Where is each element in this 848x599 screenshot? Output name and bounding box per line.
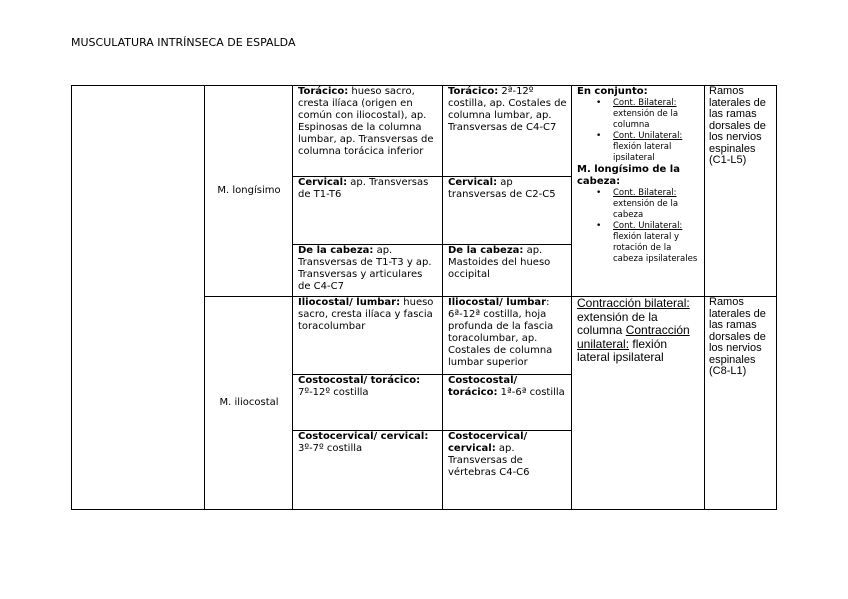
list-item	[613, 188, 700, 221]
function-list	[577, 188, 700, 265]
insertion-heading: Costocostal/ torácico:	[448, 375, 518, 398]
insertion-text: 1ª-6ª costilla	[497, 387, 565, 398]
list-item	[613, 221, 700, 265]
insertion-heading: Costocervical/ cervical:	[448, 431, 528, 454]
innervation-cell	[705, 297, 777, 510]
innervation-text: Ramos laterales de las ramas dorsales de los nervios espinales (C1-L5)	[709, 85, 766, 166]
function-text: extensión de la columna	[577, 309, 658, 337]
insertion-cell	[443, 431, 572, 510]
insertion-text: : 6ª-12ª costilla, hoja profunda de la fascia toracolumbar, ap. Costales de columna lumbar superior	[448, 297, 554, 368]
function-label: Contracción bilateral:	[577, 296, 690, 310]
muscle-name: M. longísimo	[217, 185, 281, 196]
origin-text: hueso sacro, cresta ilíaca (origen en común con iliocostal), ap. Espinosas de la columna lumbar, ap. Transversas de columna torácica inferior	[298, 86, 434, 157]
origin-cell	[293, 86, 443, 177]
origin-heading: Cervical:	[298, 177, 348, 188]
origin-heading: De la cabeza:	[298, 245, 374, 256]
insertion-cell	[443, 245, 572, 297]
origin-text: 3º-7º costilla	[298, 443, 363, 454]
origin-heading: Iliocostal/ lumbar:	[298, 297, 401, 308]
origin-text: hueso sacro, cresta ilíaca y fascia toracolumbar	[298, 297, 434, 332]
insertion-cell	[443, 297, 572, 375]
muscle-table	[71, 85, 777, 510]
function-text: flexión lateral ipsilateral	[613, 142, 672, 163]
origin-heading: Costocervical/ cervical:	[298, 431, 429, 442]
insertion-text: ap. Transversas de vértebras C4-C6	[448, 443, 530, 478]
muscle-name: M. iliocostal	[219, 397, 279, 408]
insertion-cell	[443, 375, 572, 431]
origin-cell	[293, 297, 443, 375]
insertion-cell	[443, 177, 572, 245]
origin-heading: Costocostal/ torácico:	[298, 375, 421, 386]
function-label: Cont. Bilateral:	[613, 188, 677, 198]
function-text: extensión de la columna	[613, 109, 679, 130]
list-item	[613, 98, 700, 131]
function-label: Contracción unilateral:	[577, 323, 690, 351]
function-label: Cont. Unilateral:	[613, 221, 683, 231]
innervation-cell	[705, 86, 777, 297]
origin-heading: Torácico:	[298, 86, 349, 97]
table-row	[72, 86, 777, 177]
function-label: Cont. Unilateral:	[613, 131, 683, 141]
function-heading: En conjunto:	[577, 86, 648, 97]
function-list	[577, 98, 700, 164]
origin-cell	[293, 245, 443, 297]
origin-text: ap. Transversas de T1-T3 y ap. Transversas y articulares de C4-C7	[298, 245, 432, 292]
origin-cell	[293, 177, 443, 245]
function-text: extensión de la cabeza	[613, 199, 679, 220]
empty-column-cell	[72, 86, 205, 510]
function-text: flexión lateral y rotación de la cabeza ipsilaterales	[613, 232, 698, 264]
insertion-heading: De la cabeza:	[448, 245, 524, 256]
function-heading: M. longísimo de la cabeza:	[577, 164, 680, 187]
insertion-text: ap. Mastoides del hueso occipital	[448, 245, 551, 280]
origin-text: 7º-12º costilla	[298, 387, 369, 398]
function-text: flexión lateral ipsilateral	[577, 336, 668, 364]
insertion-heading: Torácico:	[448, 86, 499, 97]
origin-cell	[293, 431, 443, 510]
insertion-heading: Cervical:	[448, 177, 498, 188]
function-cell	[572, 86, 705, 297]
innervation-text: Ramos laterales de las ramas dorsales de los nervios espinales (C8-L1)	[709, 296, 766, 377]
muscle-name-cell	[205, 297, 293, 510]
origin-cell	[293, 375, 443, 431]
insertion-text: ap transversas de C2-C5	[448, 177, 556, 200]
function-cell	[572, 297, 705, 510]
insertion-heading: Iliocostal/ lumbar	[448, 297, 547, 308]
page-title: MUSCULATURA INTRÍNSECA DE ESPALDA	[71, 36, 296, 49]
insertion-cell	[443, 86, 572, 177]
insertion-text: 2ª-12º costilla, ap. Costales de columna lumbar, ap. Transversas de C4-C7	[448, 86, 567, 133]
muscle-name-cell	[205, 86, 293, 297]
function-label: Cont. Bilateral:	[613, 98, 677, 108]
origin-text: ap. Transversas de T1-T6	[298, 177, 429, 200]
list-item	[613, 131, 700, 164]
